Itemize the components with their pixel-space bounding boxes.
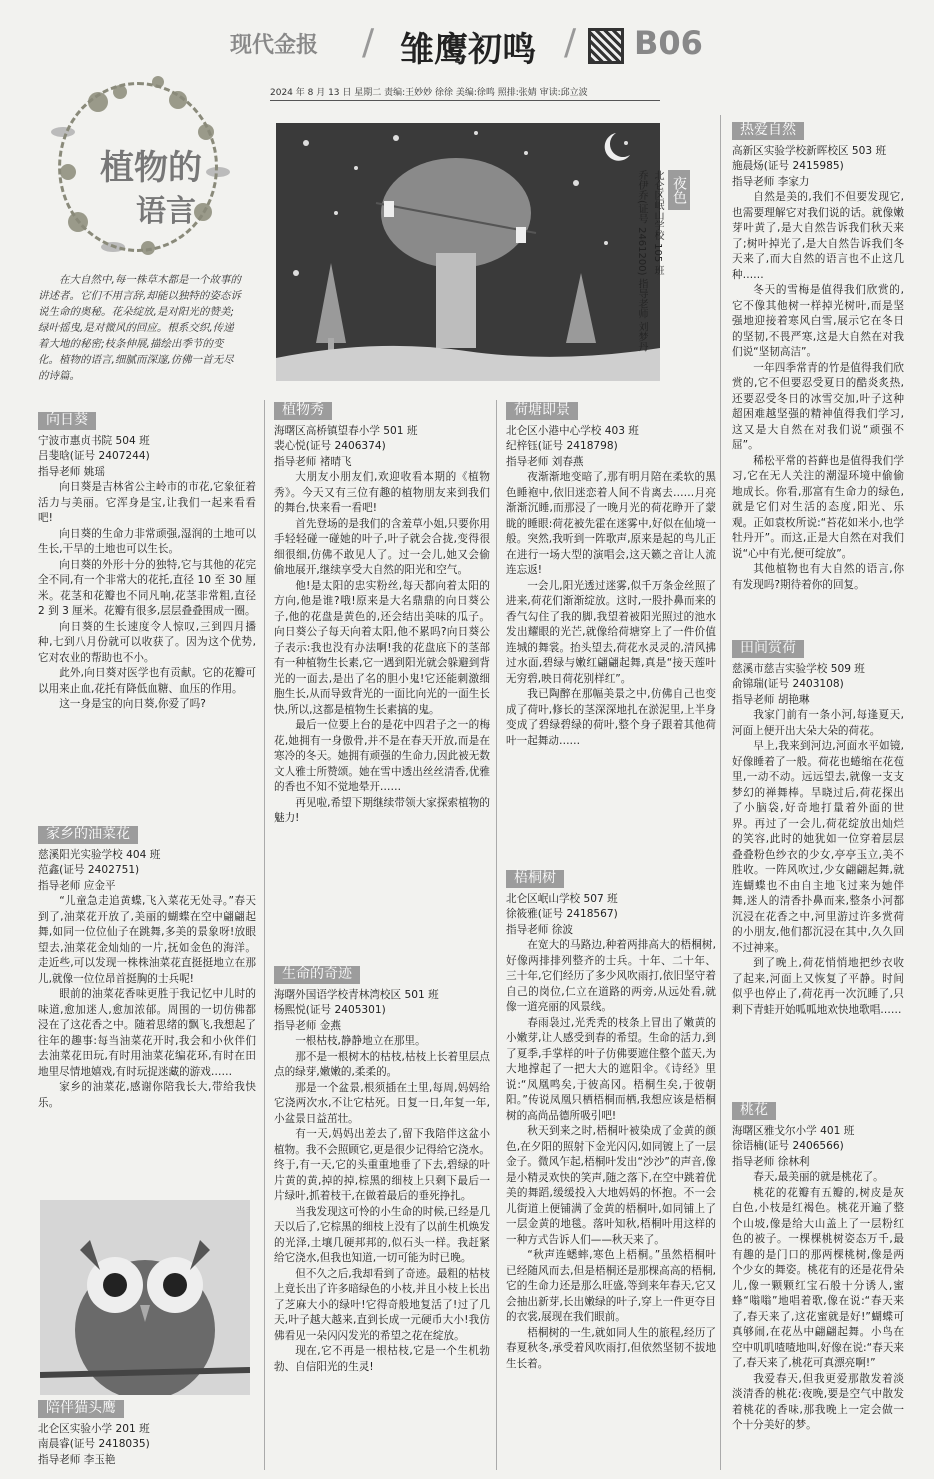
article-paragraph: 一年四季常青的竹是值得我们欣赏的,它不但要忍受夏日的酷炎炙热,还要忍受冬日的冰雪交加,叶子这种超困难越坚强的精神值得我们学习,这又是大自然在对我们说“顽强不屈”。: [732, 361, 904, 451]
header-rule: [270, 100, 660, 101]
publication-name: 现代金报: [230, 33, 319, 58]
article-miracle: [274, 962, 490, 1375]
divider-slash: /: [362, 22, 375, 63]
article-teacher: 指导老师 胡艳琳: [732, 693, 810, 706]
article-paragraph: “秋声连蟋蟀,寒色上梧桐。”虽然梧桐叶已经随风而去,但是梧桐还是那棵高高的梧桐,它的生命力还是那么旺盛,等到来年春天,它又会抽出新芽,长出嫩绿的叶子,穿上一件更夺目的衣裳,展现在我们眼前。: [506, 1249, 716, 1323]
article-paragraph: 他!是太阳的忠实粉丝,每天都向着太阳的方向,他是谁?哦!原来是大名鼎鼎的向日葵公子,他的花盘是黄色的,还会结出美味的瓜子。向日葵公子每天向着太阳,他不累吗?向日葵公子表示:我也没有办法啊!我的花盘底下的茎部有一种植物生长素,它一遇到阳光就会躲避到背光的一面去,是出了名的胆小鬼!它还能刺激细胞生长,从而导致背光的一面比向光的一面生长快,所以,这都是植物生长素搞的鬼。: [274, 579, 490, 716]
masthead: [210, 18, 710, 70]
article-paragraph: 桃花的花瓣有五瓣的,树皮是灰白色,小枝是红褐色。桃花开遍了整个山坡,像是给大山盖上了一层粉红色的被子。一棵棵桃树姿态万千,最有趣的是门口的那两棵桃树,像是两个少女的舞姿。桃花有的还是花骨朵儿,像一颗颗红宝石般十分诱人,蜜蜂“嗡嗡”地唱着歌,像在说:“春天来了,春天来了,这花蜜就是好!”蝴蝶可真够闹,在花丛中翩翩起舞。小鸟在空中叽叽喳喳地叫,好像在说:“春天来了,春天来了,桃花可真漂亮啊!”: [732, 1186, 904, 1369]
article-author: 杨熙悦(证号 2405301): [274, 1004, 386, 1016]
painting-tag: 夜色: [668, 170, 690, 210]
article-paragraph: 向日葵是吉林省公主岭市的市花,它象征着活力与美丽。它浑身是宝,让我们一起来看看吧!: [38, 481, 256, 524]
column-divider: [496, 400, 497, 1470]
article-paragraph: 我家门前有一条小河,每逢夏天,河面上便开出大朵大朵的荷花。: [732, 709, 904, 737]
article-teacher: 指导老师 金燕: [274, 1019, 341, 1032]
article-paragraph: 稀松平常的苔藓也是值得我们学习,它在无人关注的潮湿环境中偷偷地成长。你看,那富有生命力的绿色,就是它们对生活的态度,阳光、乐观。正如袁枚所说:“苔花如米小,也学牡丹开”。而这,正是大自然在对我们说“心中有光,便可绽放”。: [732, 454, 904, 560]
article-sunflower: [38, 408, 256, 713]
article-tag: 田间赏荷: [732, 640, 804, 658]
article-teacher: 指导老师 李玉艳: [38, 1453, 116, 1466]
section-title: 雏鹰初鸣: [400, 30, 536, 70]
article-paragraph: 到了晚上,荷花悄悄地把纱衣收了起来,河面上又恢复了平静。时间似乎也停止了,荷花再一次沉睡了,只剩下青蛙开始呱呱地欢快地歌唱……: [732, 957, 904, 1016]
column-divider: [264, 400, 265, 1470]
article-paragraph: 夜渐渐地变暗了,那有明月陪在柔软的黑色睡袍中,依旧迷恋着人间不肯离去……月亮渐渐沉睡,而那浸了一晚月光的荷花睁开了蒙眬的睡眼:荷花被先霍在迷雾中,好似在仙境一般。突然,我听到一阵歌声,原来是起的鸟儿正在进行一场大型的演唱会,这天籁之音让人流连忘返!: [506, 471, 716, 576]
article-paragraph: 我爱春天,但我更爱那散发着淡淡清香的桃花:夜晚,要是空气中散发着桃花的香味,那我晚上一定会做一个十分美好的梦。: [732, 1372, 904, 1431]
article-paragraph: 现在,它不再是一根枯枝,它是一个生机勃勃、自信阳光的生灵!: [274, 1345, 490, 1373]
article-teacher: 指导老师 徐波: [506, 923, 573, 936]
divider-slash: /: [564, 22, 577, 63]
article-teacher: 指导老师 应金平: [38, 879, 116, 892]
article-tag: 向日葵: [38, 412, 96, 430]
article-rapeseed: [38, 822, 256, 1111]
feature-wreath: [38, 62, 238, 262]
article-tag: 植物秀: [274, 402, 332, 420]
article-school: 北仑区小港中心学校 403 班: [506, 424, 639, 437]
article-paragraph: 眼前的油菜花香味更胜于我记忆中儿时的味道,愈加迷人,愈加浓郁。周围的一切仿佛都浸在了这花香之中。随着思绪的飘飞,我想起了往年的趣事:每当油菜花开时,我会和小伙伴们去油菜花田玩,有时用油菜花编花环,有时在田地里尽情地嬉戏,有时玩捉迷藏的游戏……: [38, 988, 256, 1078]
article-author: 纪梓钰(证号 2418798): [506, 440, 618, 452]
article-teacher: 指导老师 李家力: [732, 175, 810, 188]
article-paragraph: 梧桐树的一生,就如同人生的旅程,经历了春夏秋冬,承受着风吹雨打,但依然坚韧不拔地生长着。: [506, 1326, 716, 1370]
article-author: 吕斐晗(证号 2407244): [38, 450, 150, 462]
article-paragraph: 秋天到来之时,梧桐叶被染成了金黄的颜色,在夕阳的照射下金光闪闪,如同镀上了一层金子。微风乍起,梧桐叶发出“沙沙”的声音,像是小精灵欢快的笑声,随之落下,在空中跳着优美的舞蹈,缓缓投入大地妈妈的怀抱。不一会儿街道上便铺满了金黄的梧桐叶,如同铺上了一层金黄的地毯。落叶知秋,梧桐叶用这样的一种方式告诉人们——秋天来了。: [506, 1125, 716, 1246]
article-school: 海曙区高桥镇望春小学 501 班: [274, 424, 418, 437]
article-school: 慈溪阳光实验学校 404 班: [38, 848, 161, 861]
article-author: 施晨炀(证号 2415985): [732, 160, 844, 172]
article-paragraph: 自然是美的,我们不但要发现它,也需要理解它对我们说的话。就像嫩芽叶黄了,是大自然告诉我们秋天来了;树叶掉光了,是大自然告诉我们冬天来了,而大自然的语言也不止这几种……: [732, 191, 904, 281]
painting-school: 北仑区岷山学校 105 班: [652, 170, 663, 276]
night-painting-image: [276, 123, 660, 381]
article-tag: 陪伴猫头鹰: [38, 1400, 124, 1418]
article-nature: [732, 118, 904, 593]
article-paragraph: 春雨袅过,光秃秃的枝条上冒出了嫩黄的小嫩芽,让人感受到春的希望。生命的活力,到了夏季,手掌样的叶子仿佛要遮住整个蓝天,为大地撑起了一把大大的遮阳伞。《诗经》里说:“凤凰鸣矣,于彼高冈。梧桐生矣,于彼朝阳。”传说凤凰只栖梧桐而栖,我想应该是梧桐树的高尚品德所吸引吧!: [506, 1016, 716, 1122]
article-teacher: 指导老师 刘春燕: [506, 455, 584, 468]
article-paragraph: 早上,我来到河边,河面水平如镜,好像睡着了一般。荷花也蜷缩在花苞里,一动不动。远远望去,就像一支支梦幻的禅舞棒。旱晓过后,荷花探出了小脑袋,好奇地打量着外面的世界。再过了一会儿,荷花绽放出灿烂的笑容,此时的她犹如一位穿着层层叠叠粉色纱衣的少女,亭亭玉立,美不胜收。一阵风吹过,少女翩翩起舞,就连蝴蝶也不由自主地飞过来为她伴舞,迷人的清香扑鼻而来,整条小河都沉浸在花香之中,河里游过许多赏荷的小朋友,他们都沉浸在其中,久久回不过神来。: [732, 740, 904, 954]
article-author: 徐筱雅(证号 2418567): [506, 908, 618, 920]
article-paragraph: 此外,向日葵对医学也有贡献。它的花瓣可以用来止血,花托有降低血糖、血压的作用。: [38, 667, 256, 695]
article-sycamore: [506, 866, 716, 1372]
article-paragraph: 但不久之后,我却看到了奇迹。最粗的枯枝上竟长出了许多暗绿色的小枝,并且小枝上长出了芝麻大小的绿叶!它得奇般地复活了!过了几天,叶子越大越来,直到长成一元硬币大小!我仿佛看见一朵闪闪发光的希望之花在绽放。: [274, 1267, 490, 1342]
article-tag: 热爱自然: [732, 122, 804, 140]
painting-night-scene: [276, 123, 660, 381]
article-school: 海曙区雅戈尔小学 401 班: [732, 1124, 855, 1137]
article-author: 俞锦瑞(证号 2403108): [732, 678, 844, 690]
article-paragraph: 在宽大的马路边,种着两排高大的梧桐树,好像两排排列整齐的士兵。十年、二十年、三十年,它们经历了多少风吹雨打,依旧坚守着自己的岗位,仁立在道路的两旁,从远处看,就像一道亮丽的风景线。: [506, 939, 716, 1013]
article-school: 慈溪市慈吉实验学校 509 班: [732, 662, 865, 675]
article-author: 徐语楠(证号 2406566): [732, 1140, 844, 1152]
article-paragraph: 向日葵的外形十分的独特,它与其他的花完全不同,有一个非常大的花托,直径 10 至 30 厘米。花茎和花瓣也不同凡响,花茎非常粗,直径 2 到 3 厘米。花瓣有很多,层层叠叠围成一圈。: [38, 558, 256, 617]
article-lotus-field: [732, 636, 904, 1018]
article-author: 范鑫(证号 2402751): [38, 864, 140, 876]
article-paragraph: 再见啦,希望下期继续带领大家探索植物的魅力!: [274, 796, 490, 824]
article-paragraph: 那是一个盆景,根须插在土里,每周,妈妈给它浇两次水,不让它枯死。日复一日,年复一年,小盆景日益茁壮。: [274, 1081, 490, 1125]
article-school: 北仑区岷山学校 507 班: [506, 892, 618, 905]
article-paragraph: 向日葵的生长速度令人惊叹,三到四月播种,七到八月份就可以收获了。因为这个优势,它对农业的帮助也不小。: [38, 620, 256, 664]
article-school: 宁波市惠贞书院 504 班: [38, 434, 150, 447]
owl-image: [40, 1200, 250, 1395]
article-paragraph: 那不是一根树木的枯枝,枯枝上长着里层点点的绿芽,嫩嫩的,柔柔的。: [274, 1050, 490, 1078]
article-lotus: [506, 398, 716, 749]
article-author: 裴心悦(证号 2406374): [274, 440, 386, 452]
article-teacher: 指导老师 徐林利: [732, 1155, 810, 1168]
article-paragraph: 向日葵的生命力非常顽强,湿润的土地可以生长,干旱的土地也可以生长。: [38, 527, 256, 555]
article-tag: 家乡的油菜花: [38, 826, 138, 844]
article-paragraph: 春天,最美丽的就是桃花了。: [753, 1171, 884, 1183]
feature-intro: 在大自然中,每一株草木都是一个故事的讲述者。它们不用言辞,却能以独特的姿态诉说生命的奥秘。花朵绽放,是对阳光的赞美;绿叶摇曳,是对微风的回应。根系交织,传递着大地的秘密;枝条伸展,描绘出季节的变化。植物的语言,细腻而深邃,仿佛一首无尽的诗篇。: [38, 274, 241, 382]
article-peach: [732, 1098, 904, 1434]
article-paragraph: 当我发现这可怜的小生命的时候,已经是几天以后了,它棕黑的细枝上没有了以前生机焕发的光泽,土壤几硬邦邦的,似石头一样。我赶紧给它浇水,但我也知道,一切可能为时已晚。: [274, 1205, 490, 1264]
article-paragraph: 冬天的雪梅是值得我们欣赏的,它不像其他树一样掉光树叶,而是坚强地迎接着寒风白雪,展示它在冬日的坚韧,不畏严寒,这是大自然在对我们说“坚韧高洁”。: [732, 284, 904, 358]
dateline: 2024 年 8 月 13 日 星期二 责编:王妙妙 徐徐 美编:徐鸣 照排:张婧 审读:邱立波: [270, 88, 588, 98]
article-paragraph: 首先登场的是我们的含羞草小姐,只要你用手轻轻碰一碰她的叶子,叶子就会合拢,变得很细很细,仿佛不敢见人了。过一会儿,她又会偷偷地展开,继续享受大自然的阳光和空气。: [274, 517, 490, 576]
article-school: 北仑区实验小学 201 班: [38, 1422, 150, 1435]
column-divider: [720, 115, 721, 1470]
article-plant-show: [274, 398, 490, 827]
owl-painting: [40, 1200, 250, 1395]
article-tag: 荷塘即景: [506, 402, 578, 420]
page-number: B06: [634, 24, 703, 62]
article-author: 南晨睿(证号 2418035): [38, 1438, 150, 1450]
article-paragraph: 一根枯枝,静静地立在那里。: [295, 1035, 426, 1047]
article-tag: 梧桐树: [506, 870, 564, 888]
feature-title-line2: 语言: [136, 194, 196, 229]
article-owl: [38, 1396, 256, 1468]
article-paragraph: 有一天,妈妈出差去了,留下我陪伴这盆小植物。我不会照顾它,更是很少记得给它浇水。终于,有一天,它的头重重地垂了下去,碧绿的叶片黄的黄,掉的掉,棕黑的细枝上只剩下最后一片绿叶,抓着枝干,在做着最后的垂死挣扎。: [274, 1128, 490, 1202]
article-teacher: 指导老师 姚瑶: [38, 465, 105, 478]
feature-title-line1: 植物的: [100, 148, 202, 188]
article-paragraph: 这一身是宝的向日葵,你爱了吗?: [59, 698, 206, 710]
article-paragraph: 其他植物也有大自然的语言,你有发现吗?期待着你的回复。: [732, 563, 904, 591]
article-paragraph: 我已陶醉在那幅美景之中,仿佛自己也变成了荷叶,修长的茎深深地扎在淤泥里,上半身变成了碧绿碧绿的荷叶,整个身子跟着其他荷叶一起舞动……: [506, 688, 716, 747]
article-school: 高新区实验学校新晖校区 503 班: [732, 144, 887, 157]
article-paragraph: 一会儿,阳光透过迷雾,似千万条金丝照了进来,荷花们渐渐绽放。这时,一股扑鼻而来的香气勾住了我的脚,我望着被阳光照过的池水发出耀眼的光芒,就像给荷塘穿上了一件价值连城的舞裳。抬头望去,荷花水灵灵的,清风拂过水面,碧绿与嫩红翩翩起舞,真是“接天莲叶无穷碧,映日荷花别样红”。: [506, 579, 716, 685]
article-paragraph: “儿童急走追黄蝶,飞入菜花无处寻。”春天到了,油菜花开放了,美丽的蝴蝶在空中翩翩起舞,如同一位位仙子在跳舞,多美的景象呀!放眼望去,油菜花金灿灿的一片,抚如金色的海洋。走近些,可以发现一株株油菜花直挺挺地立在那儿,就像一位位昂首挺胸的士兵呢!: [38, 895, 256, 985]
article-paragraph: 家乡的油菜花,感谢你陪我长大,带给我快乐。: [38, 1081, 256, 1109]
qr-code-icon: [588, 28, 624, 64]
painting-author: 乔伊乔(证号 2461200) 指导老师 刘梦丹: [636, 170, 647, 352]
article-tag: 生命的奇迹: [274, 966, 360, 984]
article-school: 海曙外国语学校青林湾校区 501 班: [274, 988, 439, 1001]
painting-caption: [636, 170, 714, 375]
article-paragraph: 大朋友小朋友们,欢迎收看本期的《植物秀》。今天又有三位有趣的植物朋友来到我们的舞台,快来看一看吧!: [274, 471, 490, 514]
article-teacher: 指导老师 褚晴飞: [274, 455, 352, 468]
article-paragraph: 最后一位要上台的是花中四君子之一的梅花,她拥有一身傲骨,并不是在春天开放,而是在寒冷的冬天。她拥有顽强的生命力,因此被无数文人雅士所赞颂。她在雪中透出丝丝清香,优雅的香也不知不觉地晕开……: [274, 719, 490, 793]
article-tag: 桃花: [732, 1102, 776, 1120]
